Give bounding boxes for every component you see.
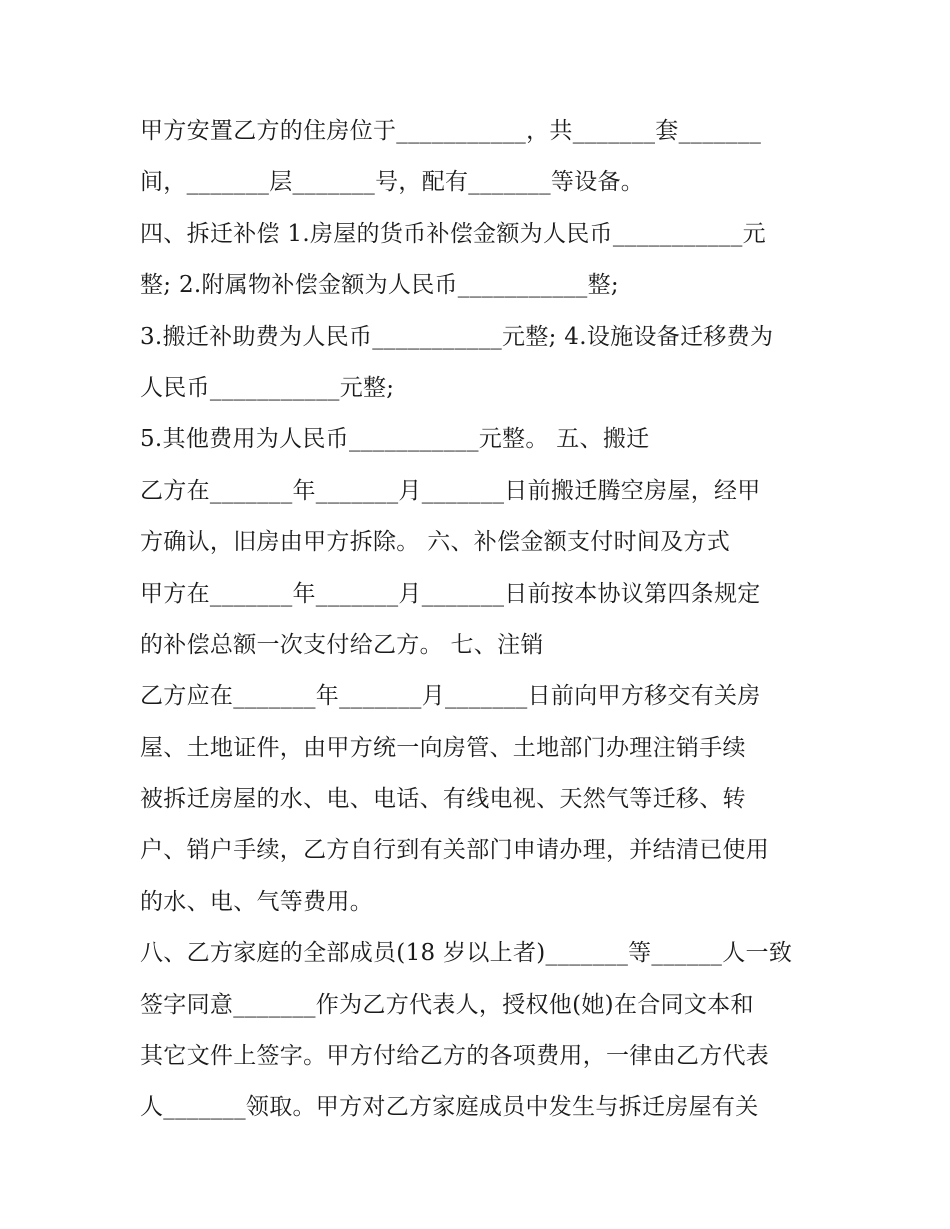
text-line: 方确认，旧房由甲方拆除。 六、补偿金额支付时间及方式 <box>140 529 731 556</box>
text-line: 5.其他费用为人民币___________元整。 五、搬迁 <box>140 426 650 453</box>
text-line: 被拆迁房屋的水、电、电话、有线电视、天然气等迁移、转 <box>140 786 746 813</box>
document-body <box>140 106 820 1134</box>
text-line: 3.搬迁补助费为人民币___________元整; 4.设施设备迁移费为 <box>140 323 774 350</box>
text-line: 乙方在_______年_______月_______日前搬迁腾空房屋，经甲 <box>140 477 761 504</box>
text-line: 八、乙方家庭的全部成员(18 岁以上者)_______等______人一致 <box>140 940 793 967</box>
text-line: 的补偿总额一次支付给乙方。 七、注销 <box>140 631 544 658</box>
text-line: 签字同意_______作为乙方代表人，授权他(她)在合同文本和 <box>140 991 754 1018</box>
text-line: 人民币___________元整; <box>140 374 395 401</box>
text-line: 其它文件上签字。甲方付给乙方的各项费用，一律由乙方代表 <box>140 1043 770 1070</box>
text-line: 四、拆迁补偿 1.房屋的货币补偿金额为人民币___________元 <box>140 220 766 247</box>
text-line: 甲方在_______年_______月_______日前按本协议第四条规定 <box>140 580 761 607</box>
text-line: 乙方应在_______年_______月_______日前向甲方移交有关房 <box>140 683 761 710</box>
text-line: 整; 2.附属物补偿金额为人民币___________整; <box>140 272 619 299</box>
text-line: 屋、土地证件，由甲方统一向房管、土地部门办理注销手续 <box>140 734 746 761</box>
text-line: 户、销户手续，乙方自行到有关部门申请办理，并结清已使用 <box>140 837 770 864</box>
text-line: 人_______领取。甲方对乙方家庭成员中发生与拆迁房屋有关 <box>140 1094 759 1121</box>
text-line: 甲方安置乙方的住房位于___________，共_______套_______ <box>140 118 762 144</box>
text-line: 的水、电、气等费用。 <box>140 888 373 915</box>
text-line: 间，_______层_______号，配有_______等设备。 <box>140 169 645 196</box>
